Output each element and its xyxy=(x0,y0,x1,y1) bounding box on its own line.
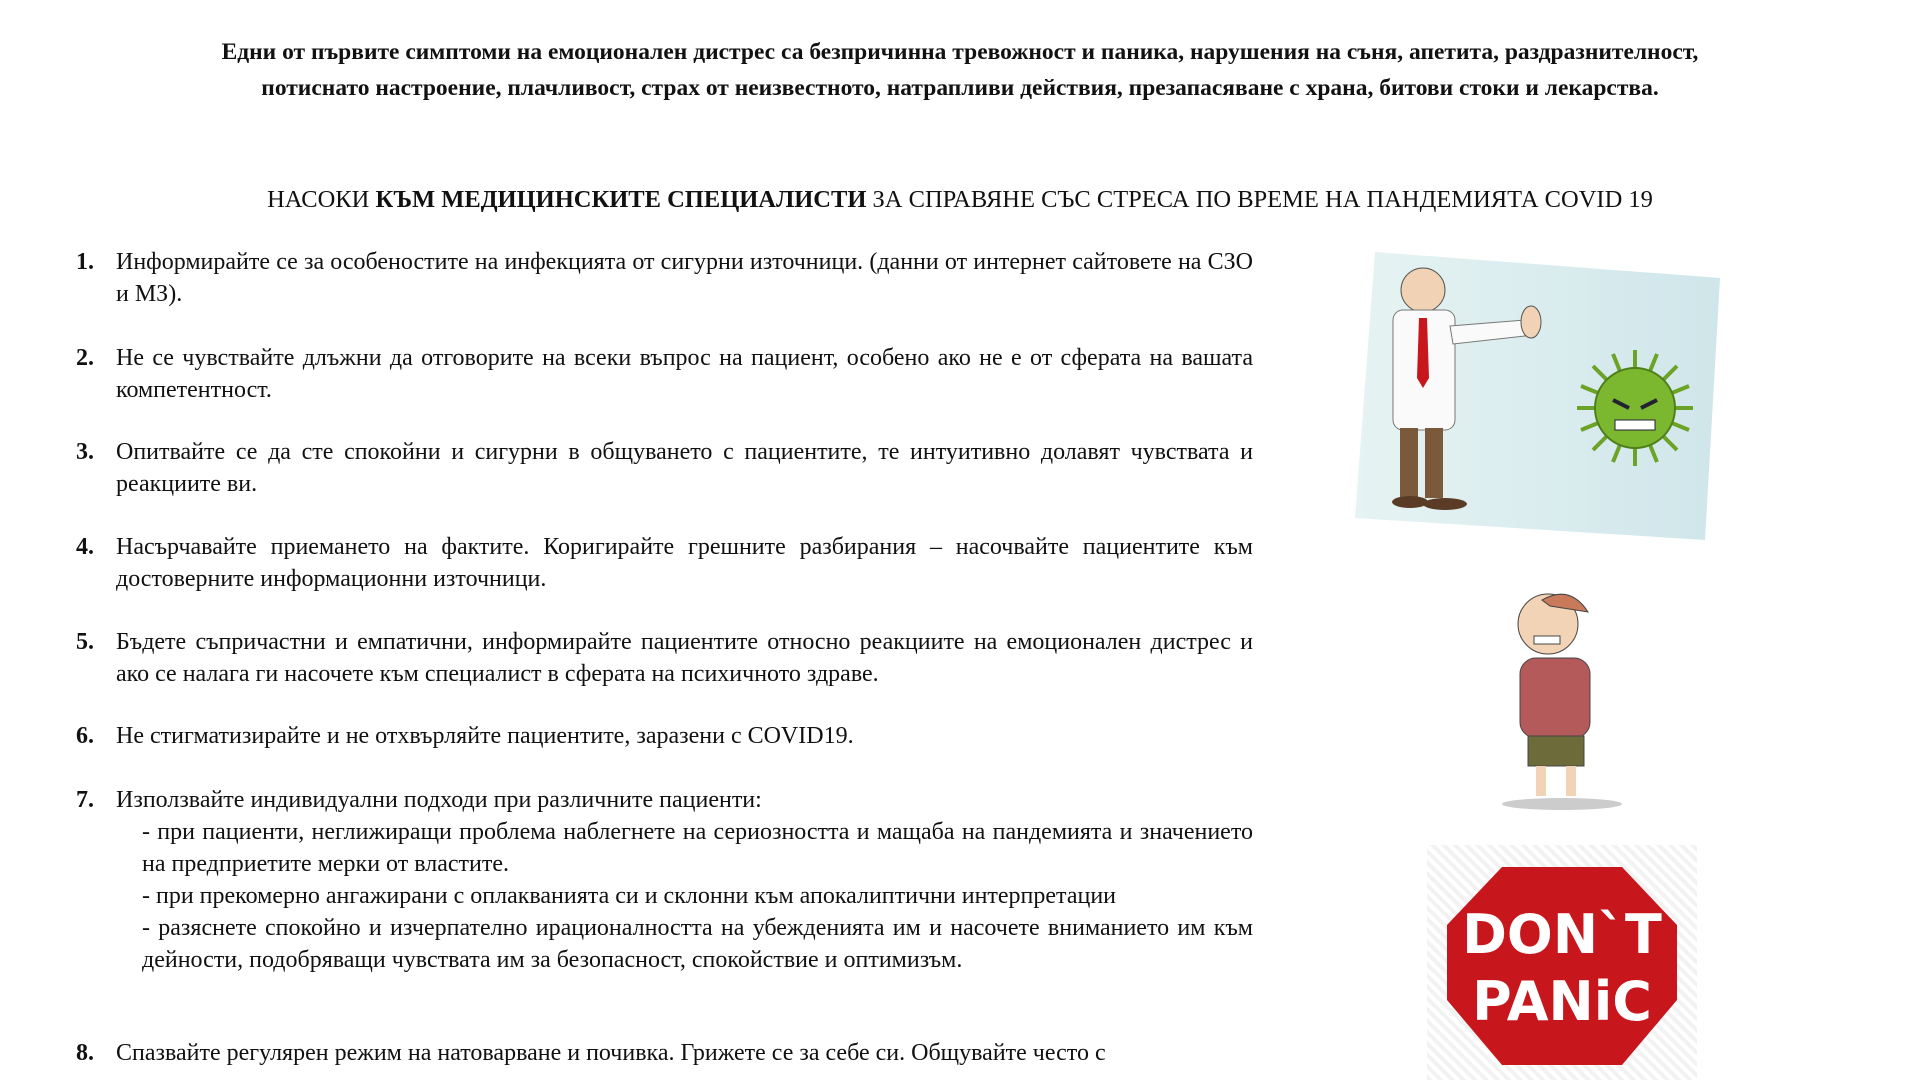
list-item xyxy=(76,626,1253,690)
item-number: 8. xyxy=(76,1040,94,1066)
heading-part-bold: КЪМ МЕДИЦИНСКИТЕ СПЕЦИАЛИСТИ xyxy=(375,186,867,213)
item-text: Насърчавайте приемането на фактите. Коригирайте грешните разбирания – насочвайте пациентите към достоверните информационни източници. xyxy=(116,534,1253,592)
list-item xyxy=(76,1037,1253,1069)
item-text: Използвайте индивидуални подходи при различните пациенти: xyxy=(116,787,762,813)
item-number: 5. xyxy=(76,629,94,655)
list-item xyxy=(76,531,1253,595)
sign-text-line-2: PANiC xyxy=(1472,970,1652,1033)
list-item xyxy=(76,720,1253,752)
stop-sign-icon xyxy=(1427,845,1697,1080)
sign-text-line-1: DON`T xyxy=(1462,903,1662,966)
item-number: 1. xyxy=(76,249,94,275)
sub-item: - разяснете спокойно и изчерпателно ирационалността на убежденията им и насочете вниманието им към дейности, подобряващи чувствата им за безопасност, спокойствие и оптимизъм. xyxy=(142,915,1253,973)
intro-paragraph xyxy=(60,34,1860,106)
item-text: Информирайте се за особеностите на инфекцията от сигурни източници. (данни от интернет сайтовете на СЗО и МЗ). xyxy=(116,249,1253,307)
item-number: 3. xyxy=(76,439,94,465)
item-text: Не стигматизирайте и не отхвърляйте пациентите, заразени с COVID19. xyxy=(116,723,854,749)
item-text: Опитвайте се да сте спокойни и сигурни в общуването с пациентите, те интуитивно долавят чувствата и реакциите ви. xyxy=(116,439,1253,497)
sub-item: - при пациенти, неглижиращи проблема наблегнете на сериозността и мащаба на пандемията и значението на предприетите мерки от властите. xyxy=(142,819,1253,877)
scared-man-illustration xyxy=(1480,566,1640,814)
item-text: Спазвайте регулярен режим на натоварване и почивка. Грижете се за себе си. Общувайте често с xyxy=(116,1040,1106,1066)
item-number: 2. xyxy=(76,345,94,371)
list-item xyxy=(76,342,1253,406)
dont-panic-image xyxy=(1427,845,1697,1080)
virus-figure xyxy=(1577,350,1693,466)
doctor-virus-illustration xyxy=(1355,248,1725,543)
item-number: 6. xyxy=(76,723,94,749)
item-text: Не се чувствайте длъжни да отговорите на всеки въпрос на пациент, особено ако не е от сферата на вашата компетентност. xyxy=(116,345,1253,403)
intro-line-1: Едни от първите симптоми на емоционален дистрес са безпричинна тревожност и паника, нарушения на съня, апетита, раздразнителност, xyxy=(221,39,1699,65)
section-heading xyxy=(0,186,1920,214)
list-item xyxy=(76,784,1253,976)
heading-part-3: ЗА СПРАВЯНЕ СЪС СТРЕСА ПО ВРЕМЕ НА ПАНДЕМИЯТА COVID 19 xyxy=(866,186,1653,213)
item-text: Бъдете съпричастни и емпатични, информирайте пациентите относно реакциите на емоционален дистрес и ако се налага ги насочете към специалист в сферата на психичното здраве. xyxy=(116,629,1253,687)
intro-line-2: потиснато настроение, плачливост, страх от неизвестното, натрапливи действия, презапасяване с храна, битови стоки и лекарства. xyxy=(261,75,1659,101)
sub-item: - при прекомерно ангажирани с оплакванията си и склонни към апокалиптични интерпретации xyxy=(142,883,1117,909)
list-item xyxy=(76,246,1253,310)
item-number: 7. xyxy=(76,787,94,813)
item-number: 4. xyxy=(76,534,94,560)
heading-part-1: НАСОКИ xyxy=(267,186,376,213)
list-item xyxy=(76,436,1253,500)
